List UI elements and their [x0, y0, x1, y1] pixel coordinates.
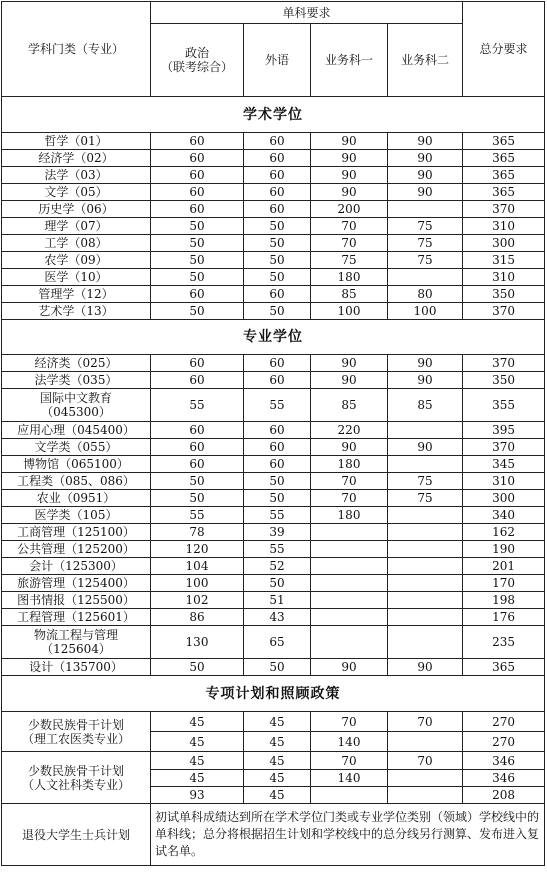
professional-politics-cell: 50	[151, 659, 244, 676]
academic-total-cell: 365	[463, 167, 545, 184]
professional-subject1-cell: 85	[311, 389, 388, 422]
academic-subject1-cell: 90	[311, 150, 388, 167]
professional-subject2-cell	[388, 558, 463, 575]
professional-subject2-cell	[388, 609, 463, 626]
academic-name: 管理学（12）	[2, 286, 151, 303]
minority-plan-humanities-label	[2, 752, 151, 804]
academic-row	[2, 218, 545, 235]
professional-subject1-cell	[311, 626, 388, 659]
cell: 140	[311, 770, 388, 787]
professional-politics-cell: 50	[151, 490, 244, 507]
header-subject-1: 业务科一	[311, 24, 388, 97]
academic-total-cell: 350	[463, 286, 545, 303]
professional-total-cell: 395	[463, 422, 545, 439]
professional-total-cell: 355	[463, 389, 545, 422]
professional-total-cell: 201	[463, 558, 545, 575]
professional-subject1-cell: 180	[311, 456, 388, 473]
professional-subject2-cell: 90	[388, 355, 463, 372]
academic-subject1-cell: 100	[311, 303, 388, 320]
cell: 45	[151, 752, 244, 770]
academic-total-cell: 315	[463, 252, 545, 269]
professional-subject1-cell	[311, 575, 388, 592]
academic-row	[2, 133, 545, 150]
cell: 70	[311, 752, 388, 770]
professional-politics-cell: 104	[151, 558, 244, 575]
professional-subject2-cell: 75	[388, 490, 463, 507]
minority-plan-humanities-line2: （人文社科类专业）	[21, 777, 130, 792]
professional-row	[2, 456, 545, 473]
academic-subject2-cell: 90	[388, 133, 463, 150]
academic-politics-cell: 50	[151, 235, 244, 252]
professional-name: 工程管理（125601）	[2, 609, 151, 626]
section-special-plans: 专项计划和照顾政策	[2, 676, 545, 712]
professional-politics-cell: 60	[151, 422, 244, 439]
professional-total-cell: 176	[463, 609, 545, 626]
academic-politics-cell: 50	[151, 303, 244, 320]
professional-row	[2, 659, 545, 676]
professional-politics-cell: 78	[151, 524, 244, 541]
professional-row	[2, 575, 545, 592]
professional-foreign-cell: 52	[244, 558, 311, 575]
cell: 45	[244, 712, 311, 732]
cell: 45	[244, 732, 311, 752]
professional-politics-cell: 86	[151, 609, 244, 626]
professional-total-cell: 365	[463, 659, 545, 676]
professional-name: 会计（125300）	[2, 558, 151, 575]
professional-name-line1: 国际中文教育	[39, 391, 112, 405]
academic-row	[2, 286, 545, 303]
academic-total-cell: 365	[463, 150, 545, 167]
minority-plan-stem-label	[2, 712, 151, 752]
professional-row	[2, 507, 545, 524]
professional-foreign-cell: 60	[244, 355, 311, 372]
minority-plan-stem-line2: （理工农医类专业）	[21, 731, 130, 746]
professional-politics-cell: 120	[151, 541, 244, 558]
professional-subject2-cell	[388, 524, 463, 541]
academic-foreign-cell: 50	[244, 235, 311, 252]
professional-foreign-cell: 39	[244, 524, 311, 541]
academic-subject1-cell: 75	[311, 252, 388, 269]
professional-total-cell: 162	[463, 524, 545, 541]
academic-name: 艺术学（13）	[2, 303, 151, 320]
academic-foreign-cell: 60	[244, 286, 311, 303]
professional-foreign-cell: 50	[244, 490, 311, 507]
professional-subject2-cell	[388, 422, 463, 439]
professional-subject1-cell: 70	[311, 473, 388, 490]
academic-subject1-cell: 70	[311, 218, 388, 235]
academic-politics-cell: 60	[151, 133, 244, 150]
professional-subject2-cell: 90	[388, 372, 463, 389]
professional-foreign-cell: 50	[244, 659, 311, 676]
academic-foreign-cell: 50	[244, 303, 311, 320]
header-foreign-language: 外语	[244, 24, 311, 97]
academic-subject2-cell: 75	[388, 218, 463, 235]
academic-subject1-cell: 200	[311, 201, 388, 218]
professional-politics-cell: 60	[151, 439, 244, 456]
header-politics	[151, 24, 244, 97]
professional-name: 旅游管理（125400）	[2, 575, 151, 592]
professional-name: 农业（0951）	[2, 490, 151, 507]
professional-total-cell: 310	[463, 473, 545, 490]
professional-subject1-cell	[311, 592, 388, 609]
professional-name	[2, 626, 151, 659]
academic-foreign-cell: 60	[244, 184, 311, 201]
professional-name-line1: 物流工程与管理	[33, 628, 118, 642]
professional-total-cell: 340	[463, 507, 545, 524]
academic-name: 农学（09）	[2, 252, 151, 269]
academic-foreign-cell: 50	[244, 218, 311, 235]
academic-subject1-cell: 90	[311, 184, 388, 201]
professional-total-cell: 235	[463, 626, 545, 659]
academic-row	[2, 167, 545, 184]
academic-subject2-cell: 100	[388, 303, 463, 320]
professional-subject2-cell	[388, 592, 463, 609]
professional-politics-cell: 60	[151, 456, 244, 473]
professional-subject1-cell	[311, 541, 388, 558]
academic-name: 医学（10）	[2, 269, 151, 286]
professional-subject2-cell: 85	[388, 389, 463, 422]
professional-politics-cell: 60	[151, 355, 244, 372]
cell: 140	[311, 732, 388, 752]
academic-name: 哲学（01）	[2, 133, 151, 150]
professional-row	[2, 490, 545, 507]
professional-subject1-cell: 90	[311, 355, 388, 372]
professional-foreign-cell: 65	[244, 626, 311, 659]
professional-subject2-cell	[388, 626, 463, 659]
cell: 208	[463, 787, 545, 804]
header-politics-line2: （联考综合）	[160, 60, 233, 74]
academic-subject2-cell: 90	[388, 167, 463, 184]
academic-row	[2, 184, 545, 201]
academic-subject1-cell: 70	[311, 235, 388, 252]
academic-politics-cell: 60	[151, 286, 244, 303]
header-politics-line1: 政治	[184, 46, 209, 60]
professional-foreign-cell: 60	[244, 439, 311, 456]
professional-row	[2, 592, 545, 609]
professional-foreign-cell: 60	[244, 372, 311, 389]
professional-subject1-cell: 90	[311, 439, 388, 456]
professional-name: 医学类（105）	[2, 507, 151, 524]
professional-subject2-cell: 75	[388, 473, 463, 490]
cell	[388, 787, 463, 804]
professional-row	[2, 558, 545, 575]
cell: 93	[151, 787, 244, 804]
professional-total-cell: 350	[463, 372, 545, 389]
academic-subject2-cell	[388, 269, 463, 286]
cell: 45	[151, 770, 244, 787]
academic-subject2-cell: 75	[388, 252, 463, 269]
academic-subject1-cell: 90	[311, 133, 388, 150]
academic-subject2-cell: 90	[388, 150, 463, 167]
academic-foreign-cell: 60	[244, 133, 311, 150]
academic-politics-cell: 60	[151, 201, 244, 218]
academic-politics-cell: 60	[151, 184, 244, 201]
cell: 45	[244, 770, 311, 787]
professional-total-cell: 170	[463, 575, 545, 592]
professional-politics-cell: 55	[151, 507, 244, 524]
professional-foreign-cell: 55	[244, 389, 311, 422]
professional-foreign-cell: 43	[244, 609, 311, 626]
academic-name: 历史学（06）	[2, 201, 151, 218]
academic-row	[2, 235, 545, 252]
academic-row	[2, 269, 545, 286]
academic-politics-cell: 50	[151, 252, 244, 269]
professional-name: 法学类（035）	[2, 372, 151, 389]
professional-row	[2, 473, 545, 490]
minority-plan-stem-line1: 少数民族骨干计划	[27, 717, 124, 732]
cell: 45	[244, 752, 311, 770]
professional-row	[2, 372, 545, 389]
professional-subject1-cell: 220	[311, 422, 388, 439]
professional-subject1-cell	[311, 524, 388, 541]
cell: 45	[151, 732, 244, 752]
professional-subject1-cell: 70	[311, 490, 388, 507]
academic-subject2-cell: 75	[388, 235, 463, 252]
academic-name: 法学（03）	[2, 167, 151, 184]
academic-row	[2, 150, 545, 167]
professional-row	[2, 541, 545, 558]
academic-subject1-cell: 180	[311, 269, 388, 286]
veteran-plan-label: 退役大学生士兵计划	[2, 804, 151, 866]
professional-total-cell: 198	[463, 592, 545, 609]
professional-subject2-cell	[388, 575, 463, 592]
professional-foreign-cell: 60	[244, 456, 311, 473]
professional-subject2-cell	[388, 456, 463, 473]
professional-row	[2, 609, 545, 626]
academic-foreign-cell: 60	[244, 201, 311, 218]
academic-subject2-cell	[388, 201, 463, 218]
cell: 70	[388, 712, 463, 732]
professional-subject2-cell	[388, 541, 463, 558]
academic-foreign-cell: 50	[244, 269, 311, 286]
academic-politics-cell: 60	[151, 150, 244, 167]
header-category: 学科门类（专业）	[2, 2, 151, 97]
professional-name: 设计（135700）	[2, 659, 151, 676]
professional-foreign-cell: 51	[244, 592, 311, 609]
professional-row	[2, 524, 545, 541]
professional-subject2-cell: 90	[388, 439, 463, 456]
professional-row	[2, 439, 545, 456]
academic-name: 文学（05）	[2, 184, 151, 201]
professional-name: 公共管理（125200）	[2, 541, 151, 558]
cell: 270	[463, 712, 545, 732]
cell: 346	[463, 770, 545, 787]
professional-subject1-cell: 90	[311, 659, 388, 676]
cell: 346	[463, 752, 545, 770]
professional-foreign-cell: 50	[244, 575, 311, 592]
professional-name: 博物馆（065100）	[2, 456, 151, 473]
professional-name-line2: （045300）	[41, 405, 111, 419]
professional-subject2-cell: 90	[388, 659, 463, 676]
section-professional-degree: 专业学位	[2, 320, 545, 355]
professional-politics-cell: 60	[151, 372, 244, 389]
professional-name: 图书情报（125500）	[2, 592, 151, 609]
professional-total-cell: 370	[463, 439, 545, 456]
academic-name: 经济学（02）	[2, 150, 151, 167]
score-requirements-table	[1, 1, 545, 866]
professional-politics-cell: 130	[151, 626, 244, 659]
academic-row	[2, 303, 545, 320]
veteran-plan-note: 初试单科成绩达到所在学术学位门类或专业学位类别（领域）学校线中的单科线；总分将根据招生计划和学校线中的总分线另行测算、发布进入复试名单。	[151, 804, 545, 866]
academic-foreign-cell: 60	[244, 150, 311, 167]
academic-subject2-cell: 80	[388, 286, 463, 303]
cell	[311, 787, 388, 804]
professional-politics-cell: 50	[151, 473, 244, 490]
professional-total-cell: 345	[463, 456, 545, 473]
cell	[388, 732, 463, 752]
academic-total-cell: 310	[463, 218, 545, 235]
academic-row	[2, 252, 545, 269]
professional-name: 工商管理（125100）	[2, 524, 151, 541]
professional-politics-cell: 55	[151, 389, 244, 422]
professional-politics-cell: 100	[151, 575, 244, 592]
professional-subject2-cell	[388, 507, 463, 524]
cell: 45	[151, 712, 244, 732]
section-academic-degree: 学术学位	[2, 97, 545, 133]
header-single-requirement: 单科要求	[151, 2, 463, 24]
professional-name: 应用心理（045400）	[2, 422, 151, 439]
academic-total-cell: 310	[463, 269, 545, 286]
professional-subject1-cell: 180	[311, 507, 388, 524]
academic-total-cell: 370	[463, 201, 545, 218]
header-total-requirement: 总分要求	[463, 2, 545, 97]
academic-foreign-cell: 60	[244, 167, 311, 184]
cell: 270	[463, 732, 545, 752]
professional-name: 经济类（025）	[2, 355, 151, 372]
professional-row	[2, 422, 545, 439]
professional-politics-cell: 102	[151, 592, 244, 609]
professional-total-cell: 300	[463, 490, 545, 507]
academic-row	[2, 201, 545, 218]
academic-name: 理学（07）	[2, 218, 151, 235]
professional-subject1-cell: 90	[311, 372, 388, 389]
professional-foreign-cell: 55	[244, 507, 311, 524]
cell	[388, 770, 463, 787]
professional-row	[2, 355, 545, 372]
professional-foreign-cell: 55	[244, 541, 311, 558]
academic-total-cell: 365	[463, 133, 545, 150]
professional-subject1-cell	[311, 609, 388, 626]
cell: 45	[244, 787, 311, 804]
academic-name: 工学（08）	[2, 235, 151, 252]
academic-subject1-cell: 85	[311, 286, 388, 303]
academic-foreign-cell: 50	[244, 252, 311, 269]
professional-total-cell: 370	[463, 355, 545, 372]
professional-name	[2, 389, 151, 422]
professional-row	[2, 389, 545, 422]
professional-name: 工程类（085、086）	[2, 473, 151, 490]
academic-total-cell: 365	[463, 184, 545, 201]
professional-subject1-cell	[311, 558, 388, 575]
professional-total-cell: 190	[463, 541, 545, 558]
professional-row	[2, 626, 545, 659]
minority-plan-humanities-line1: 少数民族骨干计划	[27, 763, 124, 778]
academic-politics-cell: 50	[151, 269, 244, 286]
cell: 70	[388, 752, 463, 770]
academic-subject2-cell: 90	[388, 184, 463, 201]
professional-foreign-cell: 50	[244, 473, 311, 490]
academic-total-cell: 300	[463, 235, 545, 252]
academic-politics-cell: 50	[151, 218, 244, 235]
academic-total-cell: 370	[463, 303, 545, 320]
cell: 70	[311, 712, 388, 732]
professional-foreign-cell: 60	[244, 422, 311, 439]
professional-name: 文学类（055）	[2, 439, 151, 456]
header-subject-2: 业务科二	[388, 24, 463, 97]
academic-subject1-cell: 90	[311, 167, 388, 184]
professional-name-line2: （125604）	[41, 642, 111, 656]
academic-politics-cell: 60	[151, 167, 244, 184]
